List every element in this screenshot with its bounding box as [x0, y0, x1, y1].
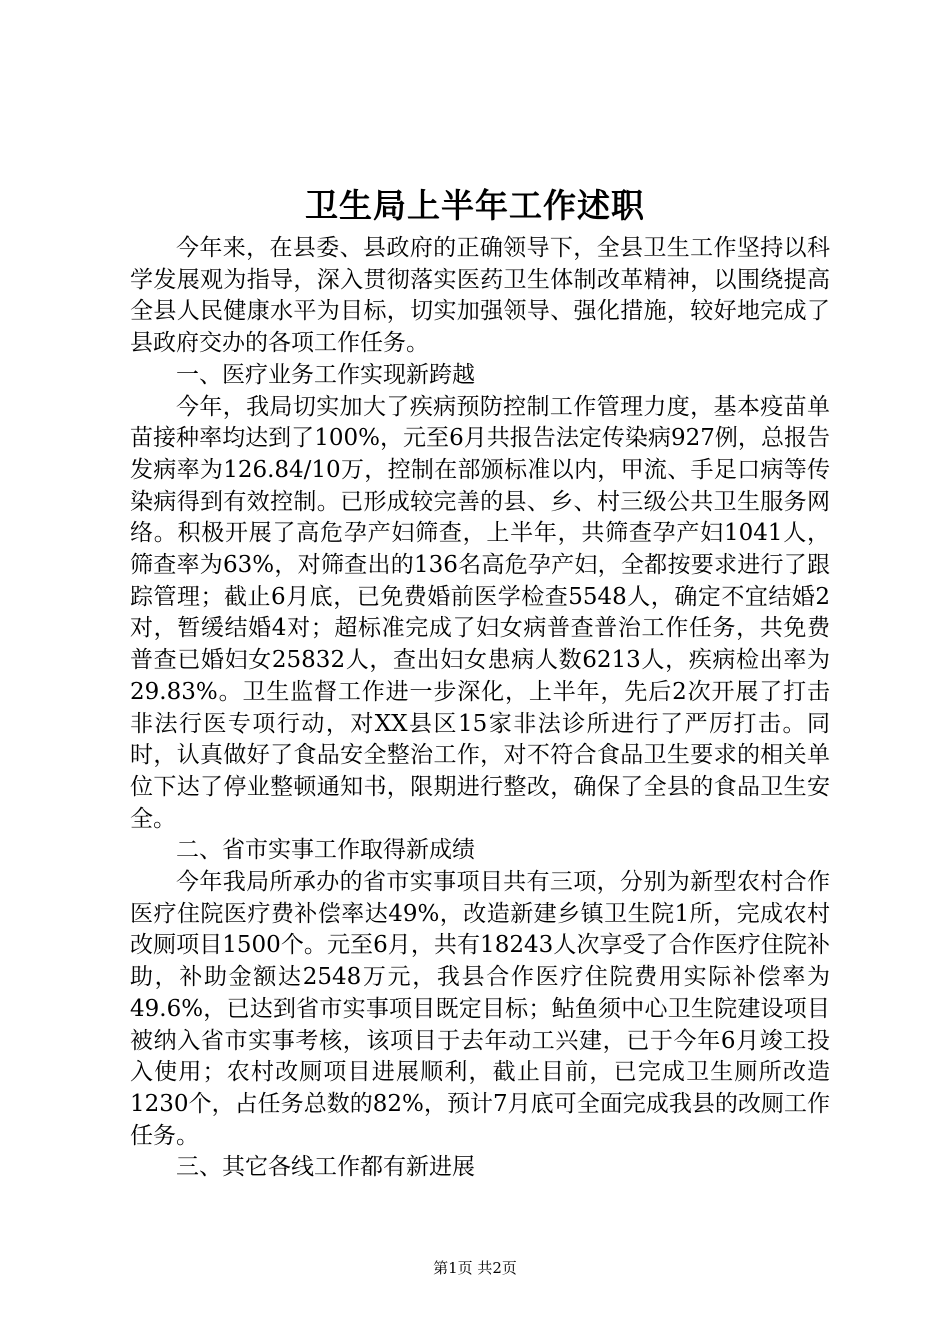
section-heading-3: 三、其它各线工作都有新进展 — [176, 1154, 475, 1181]
document-title: 卫生局上半年工作述职 — [305, 186, 645, 225]
paragraph-projects: 今年我局所承办的省市实事项目共有三项，分别为新型农村合作医疗住院医疗费补偿率达49%，改造新建乡镇卫生院1所，完成农村改厕项目1500个。元至6月，共有18243人次享受了合作医疗住院补助，补助金额达2548万元，我县合作医疗住院费用实际补偿率为49.6%，已达到省市实事项目既定目标；鲇鱼须中心卫生院建设项目被纳入省市实事考核，该项目于去年动工兴建，已于今年6月竣工投入使用；农村改厕项目进展顺利，截止目前，已完成卫生厕所改造1230个，占任务总数的82%，预计7月底可全面完成我县的改厕工作任务。 — [130, 869, 830, 1149]
paragraph-intro: 今年来，在县委、县政府的正确领导下，全县卫生工作坚持以科学发展观为指导，深入贯彻落实医药卫生体制改革精神，以围绕提高全县人民健康水平为目标，切实加强领导、强化措施，较好地完成了县政府交办的各项工作任务。 — [130, 235, 830, 357]
document-body — [130, 233, 830, 1184]
paragraph-medical: 今年，我局切实加大了疾病预防控制工作管理力度，基本疫苗单苗接种率均达到了100%，元至6月共报告法定传染病927例，总报告发病率为126.84/10万，控制在部颁标准以内，甲流、手足口病等传染病得到有效控制。已形成较完善的县、乡、村三级公共卫生服务网络。积极开展了高危孕产妇筛查，上半年，共筛查孕产妇1041人，筛查率为63%，对筛查出的136名高危孕产妇，全都按要求进行了跟踪管理；截止6月底，已免费婚前医学检查5548人，确定不宜结婚2对，暂缓结婚4对；超标准完成了妇女病普查普治工作任务，共免费普查已婚妇女25832人，查出妇女患病人数6213人，疾病检出率为29.83%。卫生监督工作进一步深化，上半年，先后2次开展了打击非法行医专项行动，对XX县区15家非法诊所进行了严厉打击。同时，认真做好了食品安全整治工作，对不符合食品卫生要求的相关单位下达了停业整顿通知书，限期进行整改，确保了全县的食品卫生安全。 — [130, 393, 830, 832]
page-number-footer: 第1页 共2页 — [433, 1259, 517, 1277]
section-heading-1: 一、医疗业务工作实现新跨越 — [176, 361, 475, 388]
section-heading-2: 二、省市实事工作取得新成绩 — [176, 837, 475, 864]
